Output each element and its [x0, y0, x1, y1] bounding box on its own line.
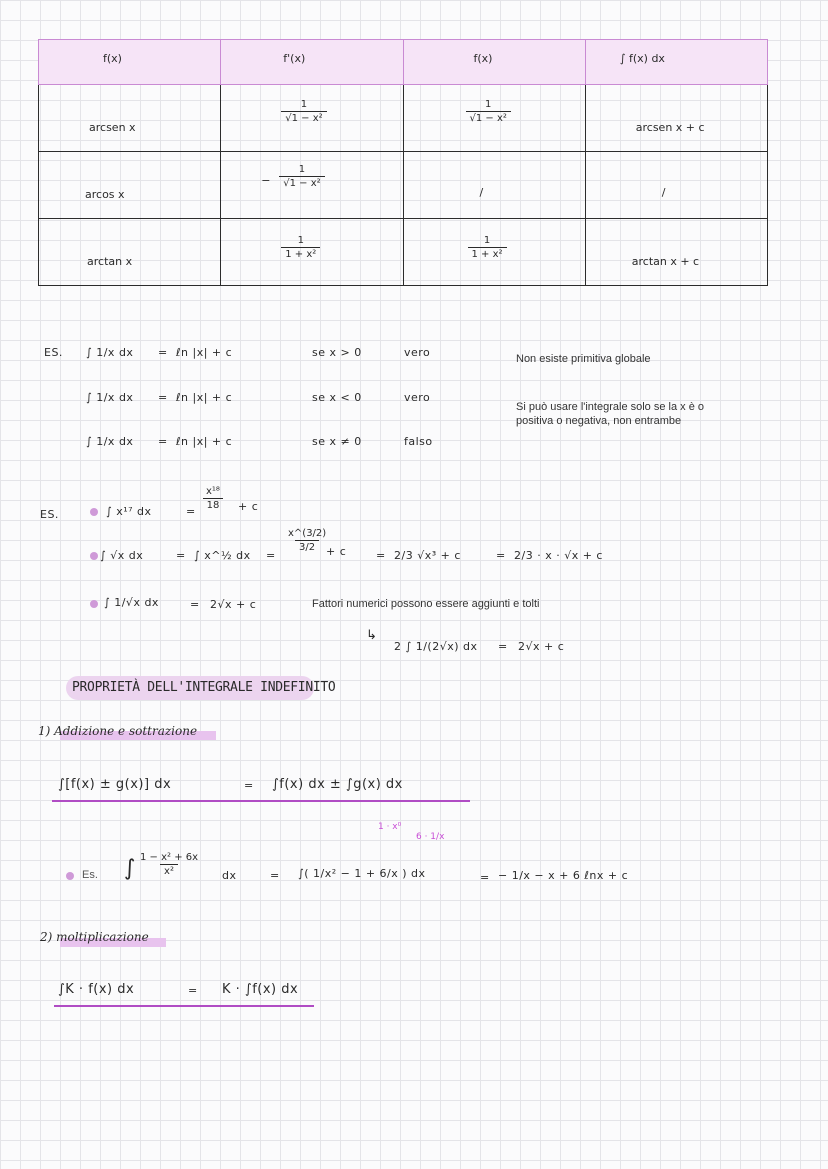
example-rhs: − 1/x − x + 6 ℓnx + c	[498, 869, 629, 882]
derivative-fraction: $\frac{1}{\text{√1 − x²}}$	[281, 99, 326, 124]
derivative-fraction: $\frac{1}{\text{1 + x²}}$	[281, 235, 320, 260]
example-fraction: $\frac{\text{1 − x² + 6x}}{\text{x²}}$	[140, 852, 199, 877]
formula-lhs: ∫[f(x) ± g(x)] dx	[58, 777, 172, 792]
equals-sign: =	[188, 984, 198, 997]
integral-lhs: ∫ 1/x dx	[86, 435, 134, 448]
result-fraction: $\frac{\text{x¹⁸}}{18}$	[202, 486, 224, 511]
table-row	[39, 85, 768, 152]
table-cell	[221, 152, 403, 219]
section-title: PROPRIETÀ DELL'INTEGRALE INDEFINITO	[72, 680, 336, 695]
integral-rhs: ℓn |x| + c	[176, 391, 233, 404]
integral-rhs: ℓn |x| + c	[176, 435, 233, 448]
annotation: 1 · x⁰	[378, 822, 402, 832]
derivatives-table	[38, 39, 768, 286]
equals-sign: =	[498, 640, 508, 653]
table-cell	[585, 85, 767, 152]
row-function: arctan x	[87, 255, 133, 268]
example-label: Es.	[82, 869, 98, 881]
example-label: ES.	[44, 346, 63, 359]
bullet-icon	[90, 600, 98, 608]
row-function: arcos x	[85, 188, 125, 201]
step-4: 2/3 · x · √x + c	[514, 549, 603, 562]
equals-sign: =	[186, 505, 196, 518]
integral-rhs: ℓn |x| + c	[176, 346, 233, 359]
note-line: Si può usare l'integrale solo se la x è o	[516, 401, 704, 413]
annotation: 6 · 1/x	[416, 832, 445, 842]
table-row	[39, 219, 768, 286]
equals-sign: =	[190, 598, 200, 611]
table-cell	[221, 85, 403, 152]
function-fraction: $\frac{1}{\text{√1 − x²}}$	[466, 99, 511, 124]
table-cell	[403, 152, 585, 219]
plus-c: + c	[326, 545, 347, 558]
header-cell	[221, 40, 403, 85]
integral-lhs: ∫ 1/x dx	[86, 346, 134, 359]
table-cell	[403, 85, 585, 152]
header-cell	[39, 40, 221, 85]
arrow-line-integral: 2 ∫ 1/(2√x) dx	[394, 640, 478, 653]
table-cell	[39, 152, 221, 219]
condition: se x > 0	[312, 346, 362, 359]
bullet-icon	[90, 508, 98, 516]
integral-sign: ∫	[124, 856, 136, 881]
verdict: vero	[404, 391, 431, 404]
header-integral: ∫ f(x) dx	[619, 52, 665, 65]
integral-lhs: ∫ √x dx	[100, 549, 144, 562]
equals-sign: =	[158, 435, 168, 448]
integral-lhs: ∫ 1/x dx	[86, 391, 134, 404]
table-cell	[585, 219, 767, 286]
property-2-title: 2) moltiplicazione	[40, 930, 149, 944]
row-integral: arctan x + c	[631, 255, 700, 268]
table-row	[39, 152, 768, 219]
row-integral: arcsen x + c	[635, 121, 705, 134]
formula-lhs: ∫K · f(x) dx	[58, 982, 135, 997]
function-fraction: $\frac{1}{\text{1 + x²}}$	[468, 235, 507, 260]
header-fx2: f(x)	[473, 52, 493, 65]
formula-rhs: ∫f(x) dx ± ∫g(x) dx	[272, 777, 403, 792]
row-g-slash: /	[479, 186, 484, 199]
result-fraction: $\frac{x\^{}(3/2)}{3/2}$	[288, 528, 327, 553]
equals-sign: =	[376, 549, 386, 562]
equals-sign: =	[496, 549, 506, 562]
derivative-fraction: $\frac{1}{\text{√1 − x²}}$	[279, 164, 324, 189]
minus-sign: −	[261, 174, 271, 187]
integral-mid: ∫ x^½ dx	[194, 549, 251, 562]
condition: se x ≠ 0	[312, 435, 362, 448]
integral-rhs: 2√x + c	[518, 640, 565, 653]
row-integral: /	[661, 186, 666, 199]
equals-sign: =	[480, 871, 490, 884]
equals-sign: =	[158, 391, 168, 404]
header-fprime: f'(x)	[283, 52, 306, 65]
verdict: vero	[404, 346, 431, 359]
equals-sign: =	[266, 549, 276, 562]
equals-sign: =	[158, 346, 168, 359]
plus-c: + c	[238, 500, 259, 513]
table-cell	[39, 219, 221, 286]
example-label: ES.	[40, 508, 59, 521]
dx-label: dx	[222, 869, 237, 882]
curved-arrow-icon: ↳	[366, 628, 377, 643]
equals-sign: =	[270, 869, 280, 882]
integral-lhs: ∫ 1/√x dx	[104, 596, 159, 609]
note-line: positiva o negativa, non entrambe	[516, 415, 682, 427]
formula-underline	[52, 800, 470, 802]
header-cell	[585, 40, 767, 85]
step-3: 2/3 √x³ + c	[394, 549, 461, 562]
table-cell	[403, 219, 585, 286]
formula-underline	[54, 1005, 314, 1007]
example-mid: ∫( 1/x² − 1 + 6/x ) dx	[298, 867, 426, 880]
bullet-icon	[90, 552, 98, 560]
table-cell	[221, 219, 403, 286]
integral-rhs: 2√x + c	[210, 598, 257, 611]
note-numeric-factors: Fattori numerici possono essere aggiunti e tolti	[312, 598, 540, 610]
note-no-global-primitive: Non esiste primitiva globale	[516, 353, 651, 365]
verdict: falso	[404, 435, 433, 448]
formula-rhs: K · ∫f(x) dx	[222, 982, 299, 997]
property-1-title: 1) Addizione e sottrazione	[38, 724, 198, 738]
header-fx: f(x)	[103, 52, 122, 65]
table-cell	[585, 152, 767, 219]
equals-sign: =	[176, 549, 186, 562]
table-cell	[39, 85, 221, 152]
bullet-icon	[66, 872, 74, 880]
header-cell	[403, 40, 585, 85]
equals-sign: =	[244, 779, 254, 792]
condition: se x < 0	[312, 391, 362, 404]
integral-lhs: ∫ x¹⁷ dx	[106, 505, 152, 518]
row-function: arcsen x	[89, 121, 136, 134]
table-header-row	[39, 40, 768, 85]
